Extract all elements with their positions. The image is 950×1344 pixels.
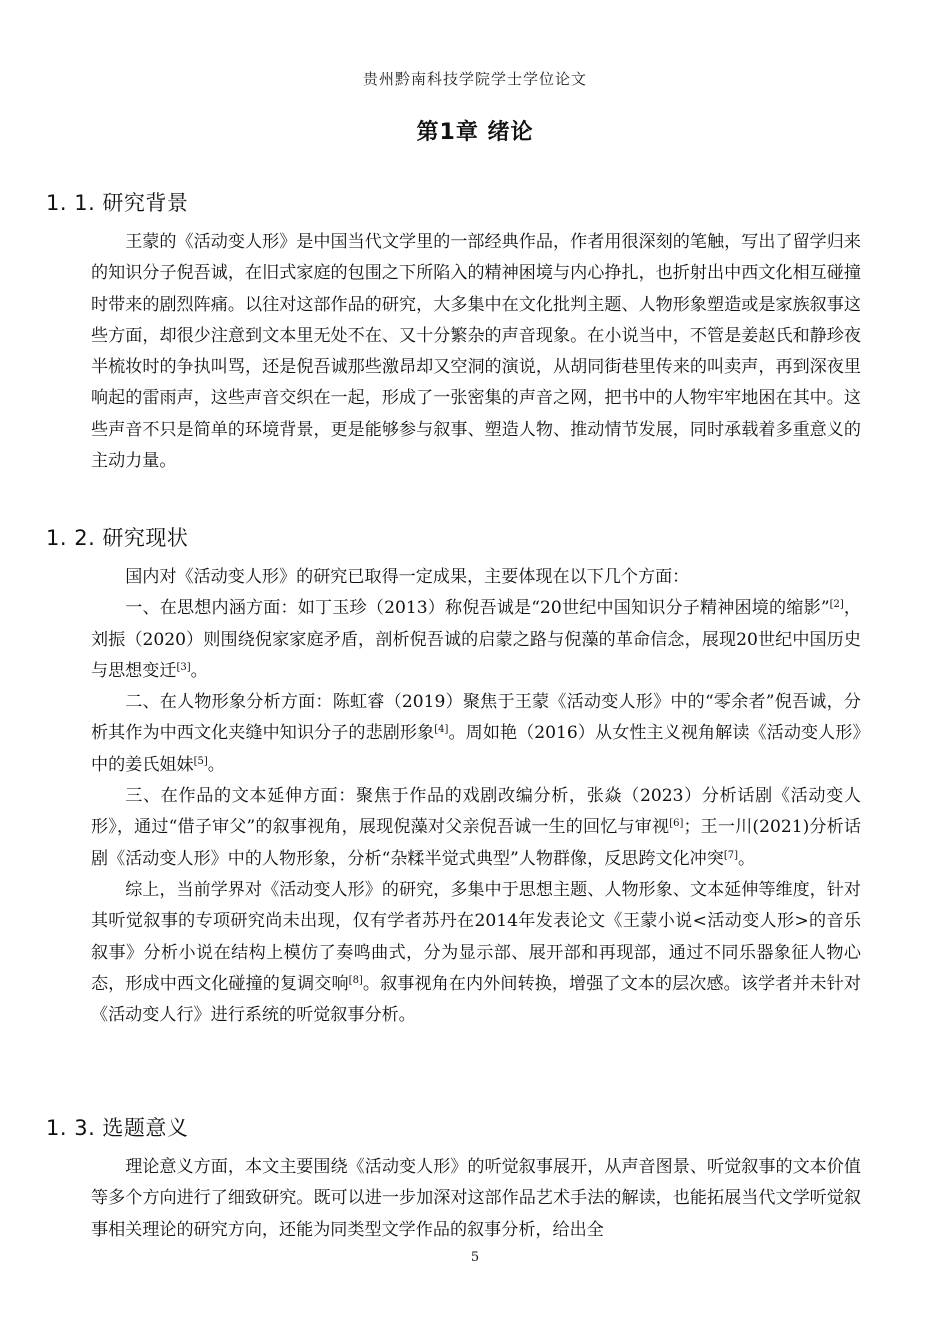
paragraph [91, 875, 861, 1031]
citation-ref: [7] [723, 849, 739, 861]
paragraph-text: 。 [738, 848, 756, 869]
section-body-background [91, 227, 861, 477]
paragraph-text: 。周如艳（2016）从女性主义视角解读《活动变人形》中的姜氏姐妹 [91, 723, 862, 775]
citation-ref: [3] [176, 661, 191, 673]
paragraph-text: 。 [190, 660, 208, 681]
citation-ref: [5] [193, 755, 208, 767]
paragraph [91, 593, 861, 687]
paragraph [91, 781, 861, 875]
paragraph: 王蒙的《活动变人形》是中国当代文学里的一部经典作品，作者用很深刻的笔触，写出了留学归来的知识分子倪吾诚，在旧式家庭的包围之下所陷入的精神困境与内心挣扎，也折射出中西文化相互碰撞时带来的剧烈阵痛。以往对这部作品的研究，大多集中在文化批判主题、人物形象塑造或是家族叙事这些方面，却很少注意到文本里无处不在、又十分繁杂的声音现象。在小说当中，不管是姜赵氏和静珍夜半梳妆时的争执叫骂，还是倪吾诚那些激昂却又空洞的演说，从胡同街巷里传来的叫卖声，再到深夜里响起的雷雨声，这些声音交织在一起，形成了一张密集的声音之网，把书中的人物牢牢地困在其中。这些声音不只是简单的环境背景，更是能够参与叙事、塑造人物、推动情节发展，同时承载着多重意义的主动力量。 [91, 232, 861, 472]
section-heading-status: 1. 2. 研究现状 [46, 526, 189, 550]
section-body-status [91, 562, 861, 1031]
chapter-title: 第1章 绪论 [416, 120, 534, 145]
section-heading-background: 1. 1. 研究背景 [46, 191, 189, 215]
paragraph-text: 综上，当前学界对《活动变人形》的研究，多集中于思想主题、人物形象、文本延伸等维度，针对其听觉叙事的专项研究尚未出现，仅有学者苏丹在2014年发表论文《王蒙小说<活动变人形>的音乐叙事》分析小说在结构上模仿了奏鸣曲式，分为显示部、展开部和再现部，通过不同乐器象征人物心态，形成中西文化碰撞的复调交响 [91, 879, 861, 994]
paragraph-text: ，刘振（2020）则围绕倪家家庭矛盾，剖析倪吾诚的启蒙之路与倪藻的革命信念，展现20世纪中国历史与思想变迁 [91, 598, 861, 681]
paragraph: 理论意义方面，本文主要围绕《活动变人形》的听觉叙事展开，从声音图景、听觉叙事的文本价值等多个方向进行了细致研究。既可以进一步加深对这部作品艺术手法的解读，也能拓展当代文学听觉叙事相关理论的研究方向，还能为同类型文学作品的叙事分析，给出全 [91, 1157, 861, 1240]
paragraph-text: 。叙事视角在内外间转换，增强了文本的层次感。该学者并未针对《活动变人行》进行系统的听觉叙事分析。 [91, 973, 862, 1026]
paragraph-text: 三、在作品的文本延伸方面：聚焦于作品的戏剧改编分析，张焱（2023）分析话剧《活动变人形》，通过“借子审父”的叙事视角，展现倪藻对父亲倪吾诚一生的回忆与审视 [91, 786, 861, 838]
paragraph-text: ；王一川(2021)分析话剧《活动变人形》中的人物形象，分析“杂糅半觉式典型”人物群像，反思跨文化冲突 [91, 817, 861, 869]
paragraph: 国内对《活动变人形》的研究已取得一定成果，主要体现在以下几个方面： [125, 567, 690, 587]
page-number: 5 [470, 1250, 480, 1265]
section-heading-significance: 1. 3. 选题意义 [46, 1116, 189, 1140]
paragraph-text: 二、在人物形象分析方面：陈虹睿（2019）聚焦于王蒙《活动变人形》中的“零余者”倪吾诚，分析其作为中西文化夹缝中知识分子的悲剧形象 [91, 692, 861, 744]
citation-ref: [2] [829, 599, 844, 611]
running-header: 贵州黔南科技学院学士学位论文 [362, 70, 587, 88]
paragraph-text: 。 [207, 754, 225, 775]
citation-ref: [8] [348, 974, 363, 986]
paragraph-text: 一、在思想内涵方面：如丁玉珍（2013）称倪吾诚是“20世纪中国知识分子精神困境的缩影” [125, 598, 830, 619]
paragraph [91, 687, 861, 781]
citation-ref: [4] [434, 724, 449, 736]
section-body-significance [91, 1152, 861, 1246]
citation-ref: [6] [669, 818, 684, 830]
